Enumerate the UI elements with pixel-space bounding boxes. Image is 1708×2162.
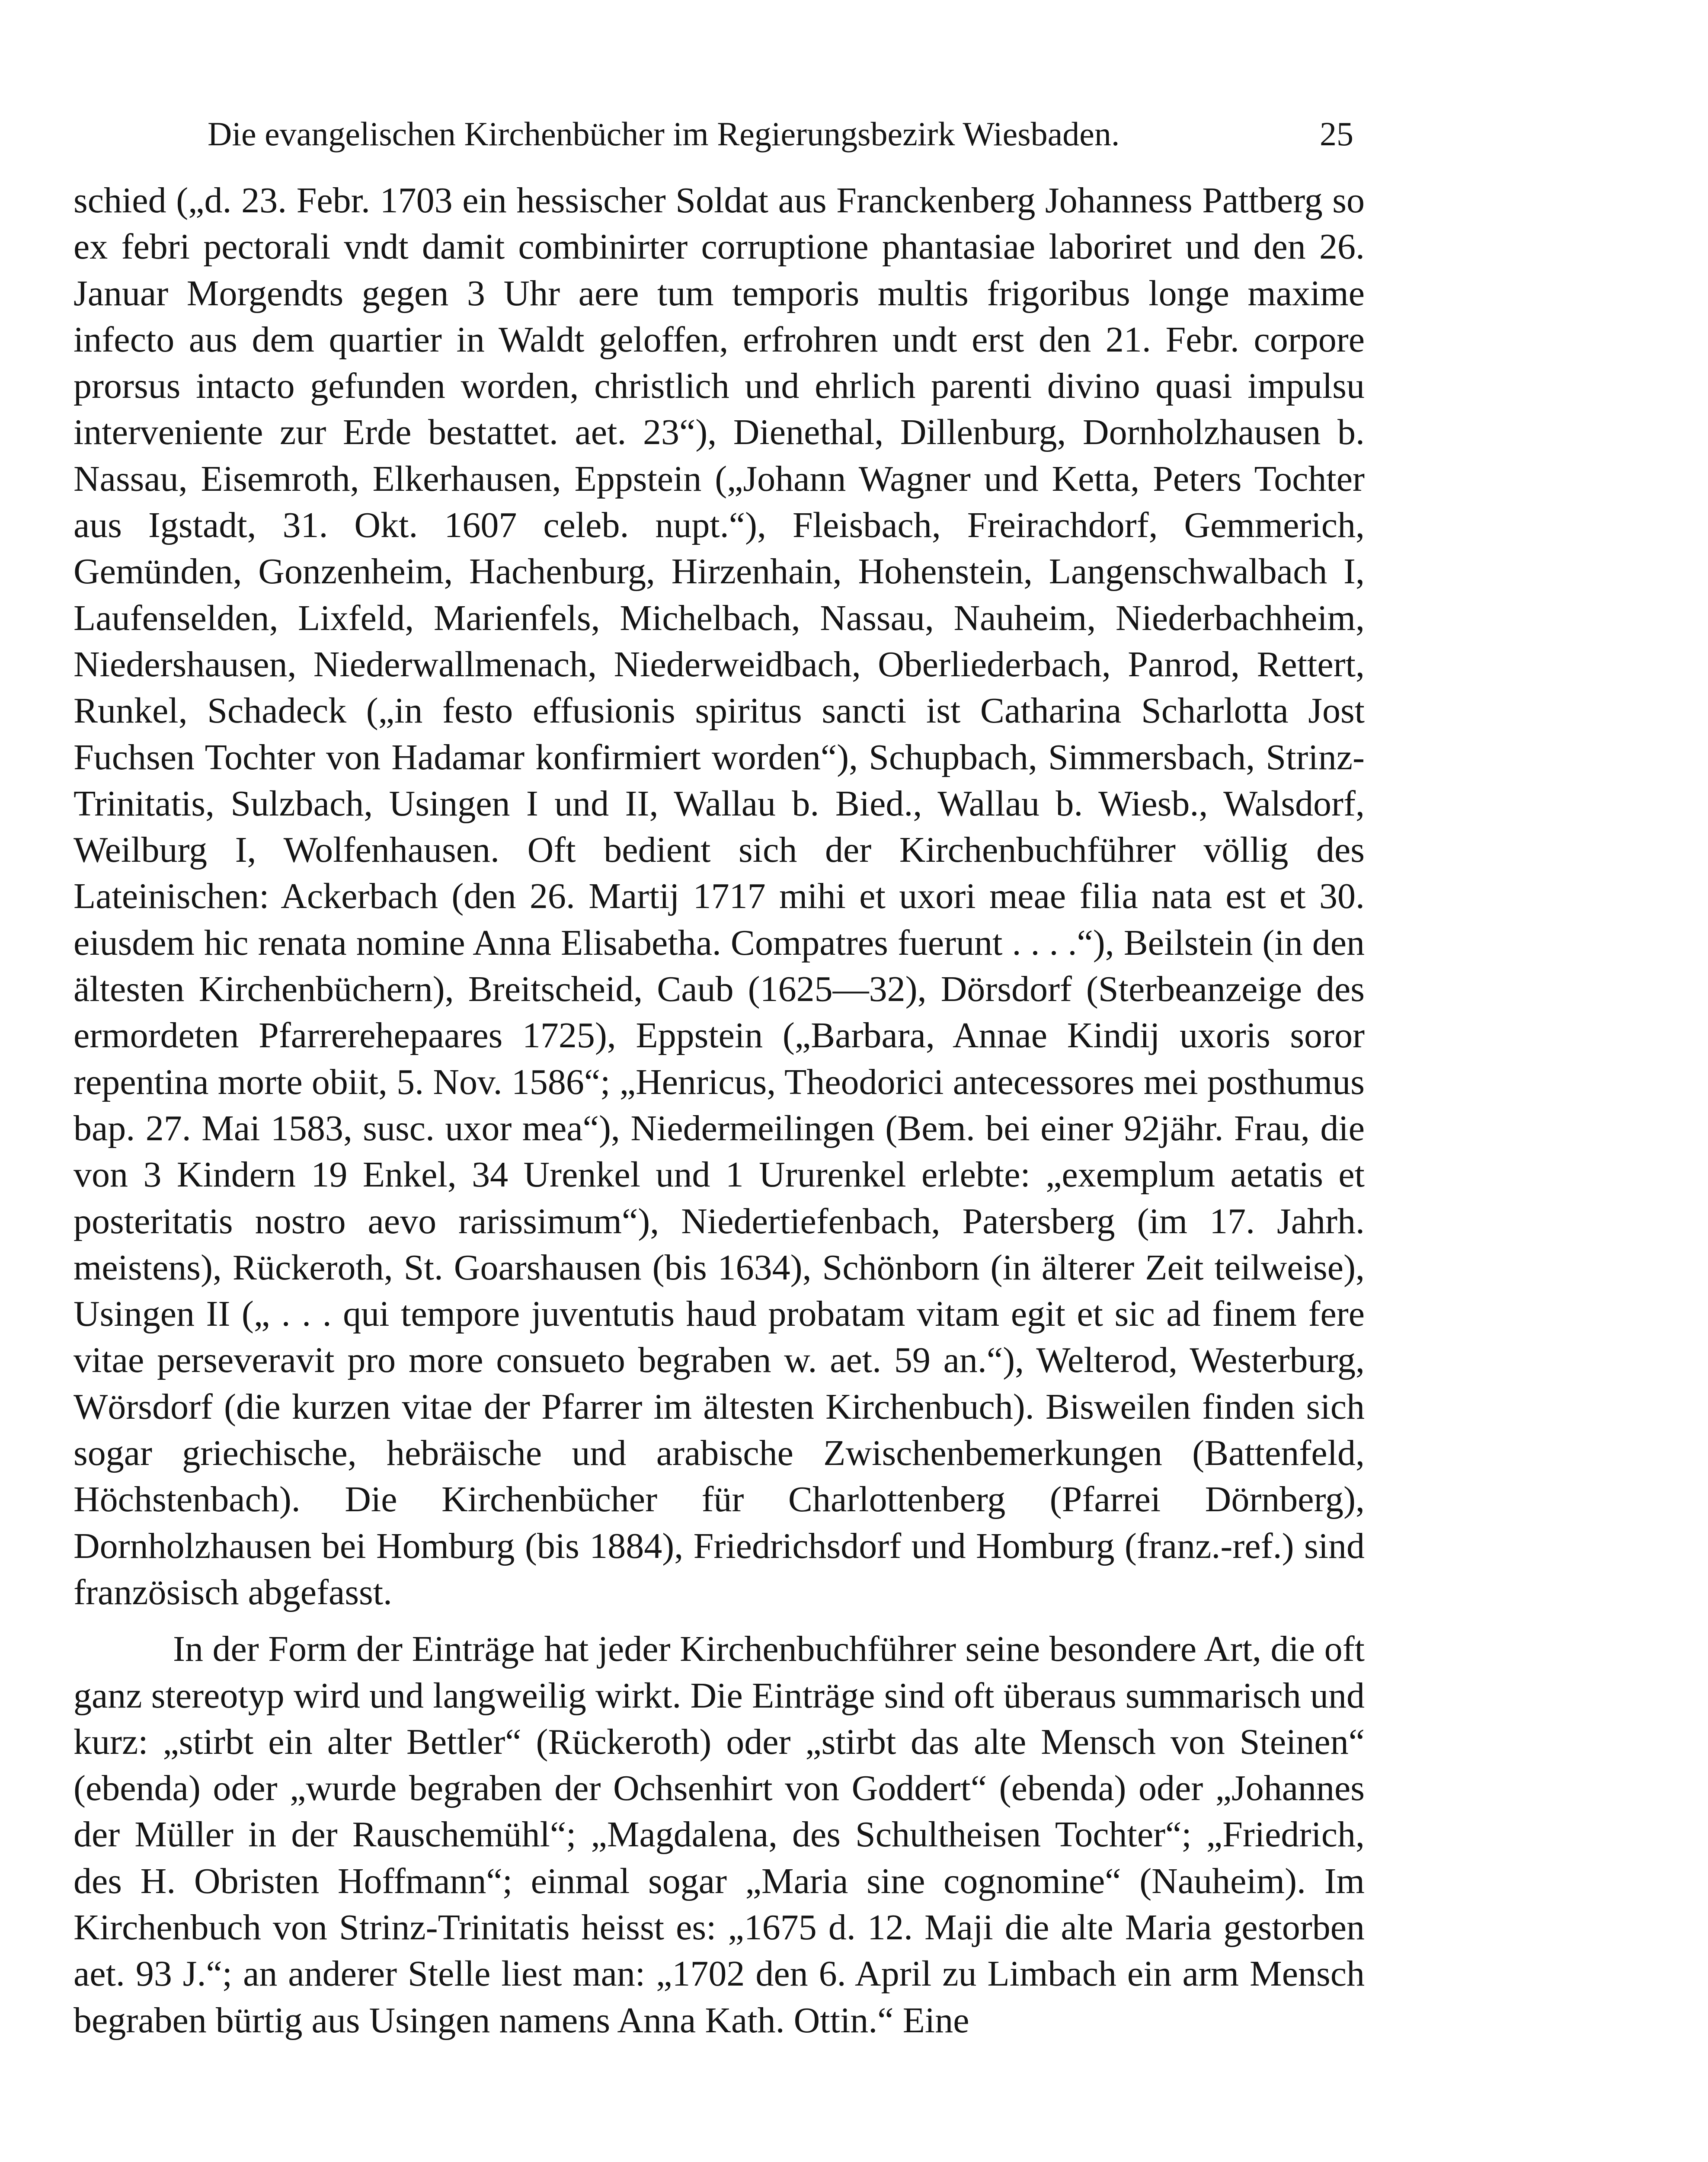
body-text	[74, 177, 1365, 2044]
paragraph-2: In der Form der Einträge hat jeder Kirchenbuchführer seine besondere Art, die oft ganz stereotyp wird und langweilig wirkt. Die Einträge sind oft überaus summarisch und kurz: „stirbt ein alter Bettler“ (Rückeroth) oder „stirbt das alte Mensch von Steinen“ (ebenda) oder „wurde begraben der Ochsenhirt von Goddert“ (ebenda) oder „Johannes der Müller in der Rauschemühl“; „Magdalena, des Schultheisen Tochter“; „Friedrich, des H. Obristen Hoffmann“; einmal sogar „Maria sine cognomine“ (Nauheim). Im Kirchenbuch von Strinz-Trinitatis heisst es: „1675 d. 12. Maji die alte Maria gestorben aet. 93 J.“; an anderer Stelle liest man: „1702 den 6. April zu Limbach ein arm Mensch begraben bürtig aus Usingen namens Anna Kath. Ottin.“ Eine	[74, 1629, 1365, 2040]
header-title: Die evangelischen Kirchenbücher im Regierungsbezirk Wiesbaden.	[208, 115, 1120, 153]
page-number: 25	[1320, 115, 1353, 153]
paragraph-1: schied („d. 23. Febr. 1703 ein hessischer Soldat aus Franckenberg Johanness Pattberg so ex febri pectorali vndt damit combinirter corruptione phantasiae laboriret und den 26. Januar Morgendts gegen 3 Uhr aere tum temporis multis frigoribus longe maxime infecto aus dem quartier in Waldt geloffen, erfrohren undt erst den 21. Febr. corpore prorsus intacto gefunden worden, christlich und ehrlich parenti divino quasi impulsu interveniente zur Erde bestattet. aet. 23“), Dienethal, Dillenburg, Dornholzhausen b. Nassau, Eisemroth, Elkerhausen, Eppstein („Johann Wagner und Ketta, Peters Tochter aus Igstadt, 31. Okt. 1607 celeb. nupt.“), Fleisbach, Freirachdorf, Gemmerich, Gemünden, Gonzenheim, Hachenburg, Hirzenhain, Hohenstein, Langenschwalbach I, Laufenselden, Lixfeld, Marienfels, Michelbach, Nassau, Nauheim, Niederbachheim, Niedershausen, Niederwallmenach, Niederweidbach, Oberliederbach, Panrod, Rettert, Runkel, Schadeck („in festo effusionis spiritus sancti ist Catharina Scharlotta Jost Fuchsen Tochter von Hadamar konfirmiert worden“), Schupbach, Simmersbach, Strinz-Trinitatis, Sulzbach, Usingen I und II, Wallau b. Bied., Wallau b. Wiesb., Walsdorf, Weilburg I, Wolfenhausen. Oft bedient sich der Kirchenbuchführer völlig des Lateinischen: Ackerbach (den 26. Martij 1717 mihi et uxori meae filia nata est et 30. eiusdem hic renata nomine Anna Elisabetha. Compatres fuerunt . . . .“), Beilstein (in den ältesten Kirchenbüchern), Breitscheid, Caub (1625—32), Dörsdorf (Sterbeanzeige des ermordeten Pfarrerehepaares 1725), Eppstein („Barbara, Annae Kindij uxoris soror repentina morte obiit, 5. Nov. 1586“; „Henricus, Theodorici antecessores mei posthumus bap. 27. Mai 1583, susc. uxor mea“), Niedermeilingen (Bem. bei einer 92jähr. Frau, die von 3 Kindern 19 Enkel, 34 Urenkel und 1 Ururenkel erlebte: „exemplum aetatis et posteritatis nostro aevo rarissimum“), Niedertiefenbach, Patersberg (im 17. Jahrh. meistens), Rückeroth, St. Goarshausen (bis 1634), Schönborn (in älterer Zeit teilweise), Usingen II („ . . . qui tempore juventutis haud probatam vitam egit et sic ad finem fere vitae perseveravit pro more consueto begraben w. aet. 59 an.“), Welterod, Westerburg, Wörsdorf (die kurzen vitae der Pfarrer im ältesten Kirchenbuch). Bisweilen finden sich sogar griechische, hebräische und arabische Zwischenbemerkungen (Battenfeld, Höchstenbach). Die Kirchenbücher für Charlottenberg (Pfarrei Dörnberg), Dornholzhausen bei Homburg (bis 1884), Friedrichsdorf und Homburg (franz.-ref.) sind französisch abgefasst.	[74, 180, 1365, 1612]
running-header	[182, 110, 1353, 158]
